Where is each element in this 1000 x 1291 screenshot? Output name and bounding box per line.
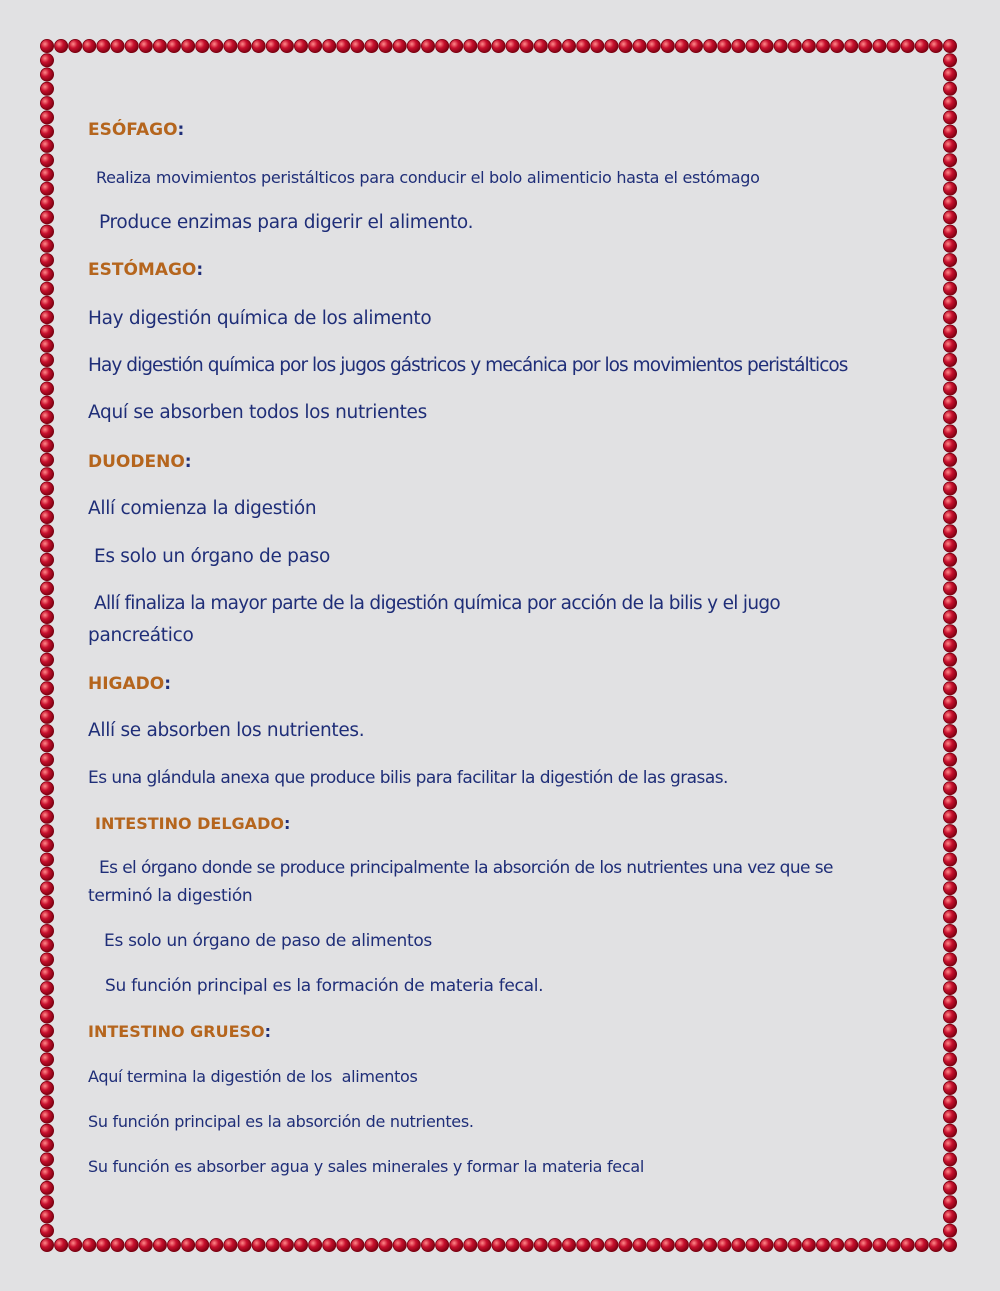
heading-colon: :: [177, 120, 185, 140]
heading-higado-label: HIGADO: [88, 674, 165, 694]
estomago-item-1: Hay digestión química de los alimento: [88, 308, 432, 329]
heading-colon: :: [164, 674, 172, 694]
intestino-delgado-item-3: Su función principal es la formación de materia fecal.: [105, 976, 544, 996]
intestino-delgado-item-1: Es el órgano donde se produce principalmente la absorción de los nutrientes una vez que se: [99, 858, 833, 878]
heading-estomago: [88, 260, 203, 280]
heading-intestino-delgado: [95, 814, 290, 833]
heading-intestino-grueso-label: INTESTINO GRUESO: [88, 1022, 265, 1041]
duodeno-item-3: Allí finaliza la mayor parte de la digestión química por acción de la bilis y el jugo: [94, 593, 781, 614]
intestino-grueso-item-3: Su función es absorber agua y sales minerales y formar la materia fecal: [88, 1157, 644, 1176]
heading-esofago: [88, 120, 184, 140]
higado-item-1: Allí se absorben los nutrientes.: [88, 720, 365, 741]
estomago-item-2: Hay digestión química por los jugos gástricos y mecánica por los movimientos peristálticos: [88, 355, 848, 376]
heading-intestino-delgado-label: INTESTINO DELGADO: [95, 814, 284, 833]
higado-item-2: Es una glándula anexa que produce bilis para facilitar la digestión de las grasas.: [88, 768, 728, 788]
intestino-grueso-item-2: Su función principal es la absorción de nutrientes.: [88, 1112, 474, 1131]
esofago-item-1: Realiza movimientos peristálticos para conducir el bolo alimenticio hasta el estómago: [96, 168, 760, 187]
intestino-grueso-item-1: Aquí termina la digestión de los alimentos: [88, 1067, 418, 1086]
heading-intestino-grueso: [88, 1022, 271, 1041]
intestino-delgado-item-1-cont: terminó la digestión: [88, 886, 253, 906]
esofago-item-2: Produce enzimas para digerir el alimento.: [99, 212, 474, 233]
heading-colon: :: [196, 260, 204, 280]
heading-higado: [88, 674, 171, 694]
heading-duodeno: [88, 452, 192, 472]
heading-duodeno-label: DUODENO: [88, 452, 185, 472]
heading-colon: :: [264, 1022, 272, 1041]
estomago-item-3: Aquí se absorben todos los nutrientes: [88, 402, 427, 423]
duodeno-item-1: Allí comienza la digestión: [88, 498, 317, 519]
heading-estomago-label: ESTÓMAGO: [88, 260, 197, 280]
intestino-delgado-item-2: Es solo un órgano de paso de alimentos: [104, 931, 432, 951]
duodeno-item-3-cont: pancreático: [88, 625, 194, 646]
heading-colon: :: [184, 452, 192, 472]
heading-esofago-label: ESÓFAGO: [88, 120, 178, 140]
duodeno-item-2: Es solo un órgano de paso: [94, 546, 330, 567]
heading-colon: :: [283, 814, 291, 833]
